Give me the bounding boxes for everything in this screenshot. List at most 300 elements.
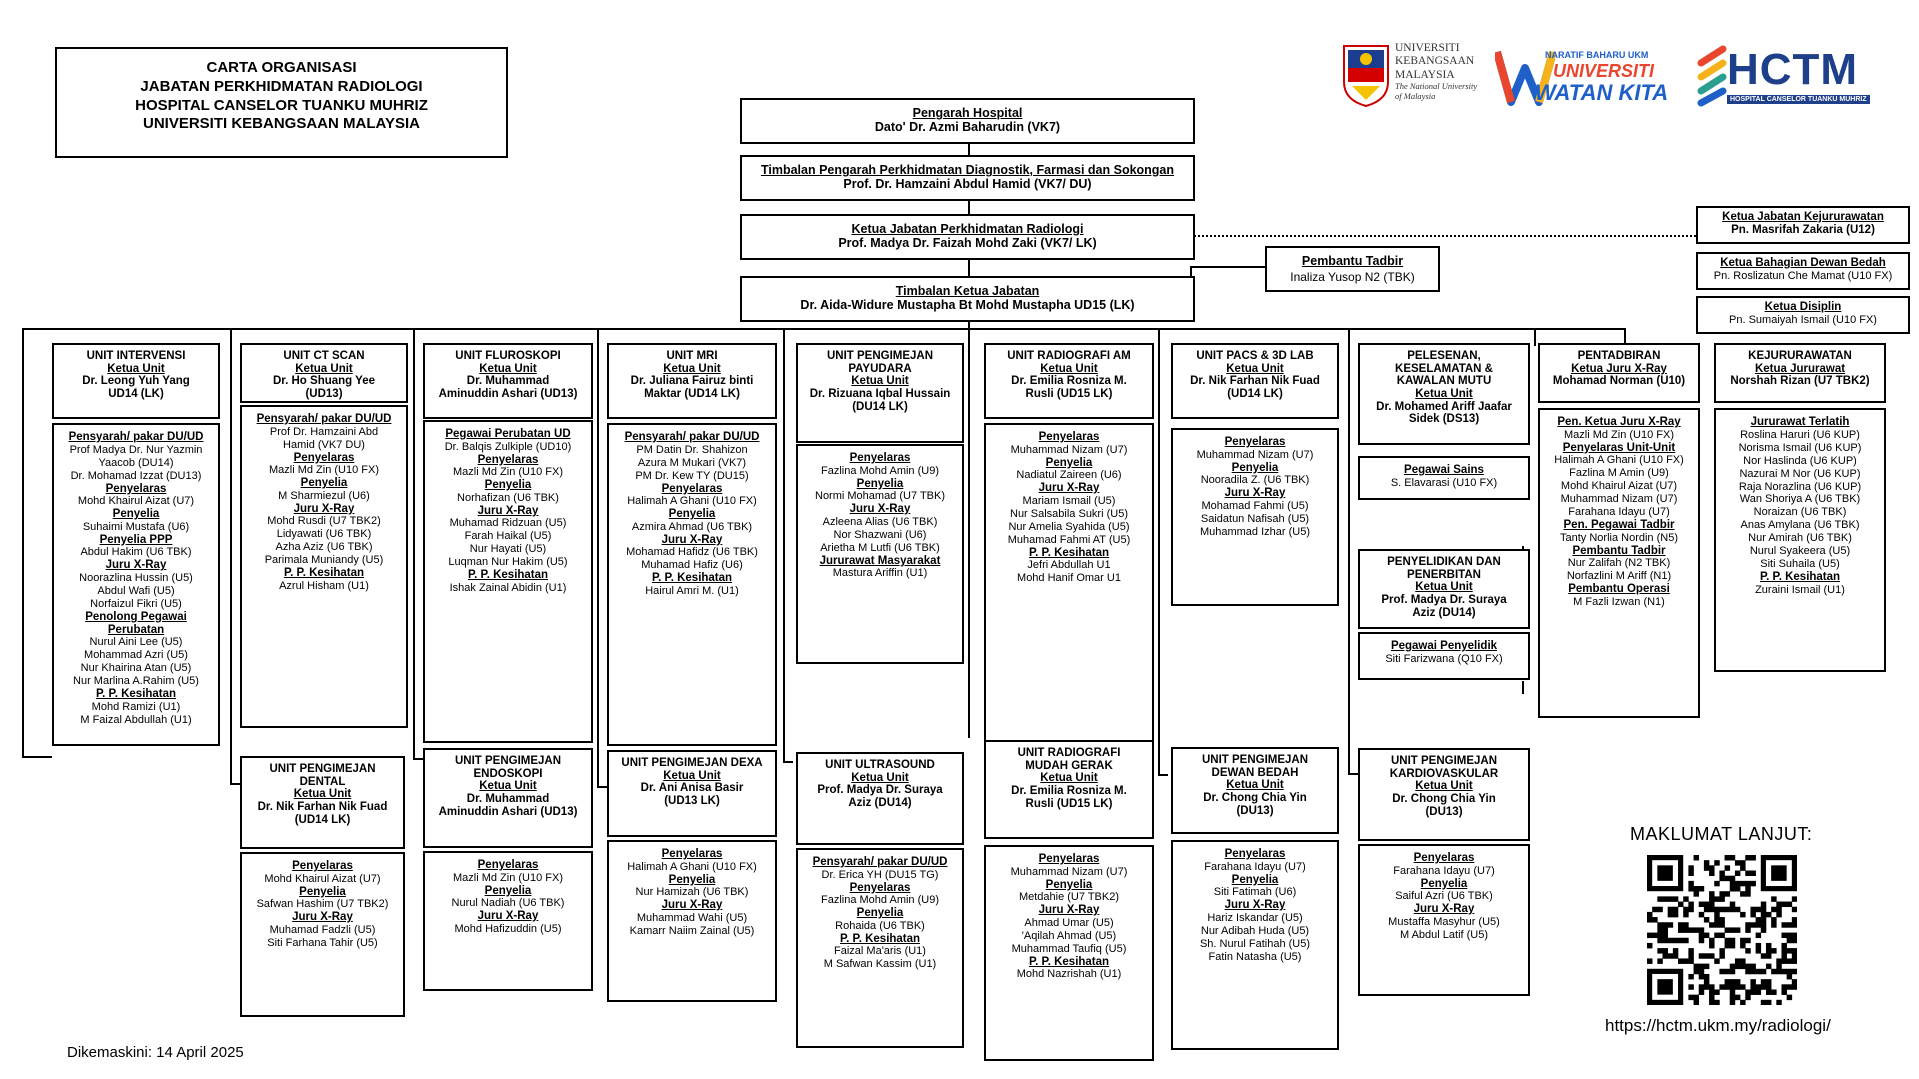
staff-group-heading: Penyelia — [112, 508, 160, 521]
staff-member: Mohammad Azri (U5) — [84, 649, 188, 662]
staff-group-heading: Juru X-Ray — [849, 503, 911, 516]
staff-member: Halimah A Ghani (U10 FX) — [627, 495, 757, 508]
unit-name: UNIT MRI — [666, 350, 718, 362]
ukm-logo-line-2: KEBANGSAAN — [1395, 55, 1475, 68]
staff-member: Muhammad Taufiq (U5) — [1011, 942, 1127, 955]
pembantu-tadbir-name: Inaliza Yusop N2 (TBK) — [1290, 270, 1415, 284]
nursing-box-2 — [1696, 252, 1910, 290]
unit-head-name: Prof. Madya Dr. Suraya Aziz (DU14) — [1381, 593, 1507, 619]
timbalan-pengarah-box — [740, 155, 1195, 201]
staff-member: Tanty Norlia Nordin (N5) — [1560, 531, 1678, 544]
staff-group — [798, 452, 962, 478]
staff-member: M Faizal Abdullah (U1) — [80, 713, 192, 726]
unit-head-title: Ketua Unit — [851, 771, 909, 784]
staff-member: Hariz Iskandar (U5) — [1207, 911, 1303, 924]
staff-group — [1540, 545, 1698, 584]
unit-staff-3 — [607, 423, 777, 746]
staff-group — [798, 933, 962, 972]
staff-member: Nurul Syakeera (U5) — [1749, 545, 1851, 558]
unit-head-title: Ketua Unit — [479, 780, 537, 793]
staff-group-heading: Jururawat Terlatih — [1750, 416, 1850, 428]
unit-staff-14 — [984, 845, 1154, 1061]
staff-member: Nooradila Z. (U6 TBK) — [1200, 474, 1310, 487]
staff-group — [242, 477, 406, 503]
staff-group — [1360, 852, 1528, 878]
staff-group-heading: Juru X-Ray — [292, 911, 353, 924]
staff-member: Luqman Nur Hakim (U5) — [448, 556, 568, 569]
staff-group — [1360, 464, 1528, 490]
staff-member: Farahana Idayu (U7) — [1568, 506, 1670, 519]
timbalan-ketua-title: Timbalan Ketua Jabatan — [895, 284, 1040, 298]
staff-member: Farah Haikal (U5) — [464, 530, 552, 543]
staff-group-heading: Penyelia — [484, 884, 532, 897]
staff-group — [609, 899, 775, 938]
staff-group — [1360, 903, 1528, 942]
staff-member: Hairul Amri M. (U1) — [645, 584, 739, 597]
staff-member: Nur Hayati (U5) — [469, 543, 547, 556]
staff-group — [609, 508, 775, 534]
unit-name: UNIT RADIOGRAFI MUDAH GERAK — [1017, 747, 1121, 772]
unit-name: UNIT INTERVENSI — [86, 350, 186, 362]
pengarah-name: Dato' Dr. Azmi Baharudin (VK7) — [874, 120, 1061, 134]
unit-staff-12 — [607, 840, 777, 1002]
unit-name: UNIT PENGIMEJAN PAYUDARA — [826, 350, 934, 375]
staff-group — [1173, 436, 1337, 462]
unit-header-13 — [796, 752, 964, 845]
unit-header-16 — [1358, 748, 1530, 841]
nursing-box-1 — [1696, 206, 1910, 244]
staff-group-heading: Penyelia — [299, 885, 346, 898]
staff-member: Mazli Md Zin (U10 FX) — [452, 871, 564, 884]
staff-member: PM Datin Dr. Shahizon — [636, 443, 748, 456]
unit-head-name: Dr. Ani Anisa Basir (UD13 LK) — [640, 782, 744, 807]
staff-member: Mohd Hafizuddin (U5) — [454, 922, 562, 935]
ukm-logo-line-5: of Malaysia — [1395, 90, 1436, 101]
staff-group — [54, 534, 218, 560]
staff-group-heading: Penyelaras — [1038, 431, 1100, 443]
staff-group-heading: Juru X-Ray — [477, 504, 539, 517]
hctm-subtitle: HOSPITAL CANSELOR TUANKU MUHRIZ — [1727, 95, 1870, 104]
staff-group-heading: Pegawai Sains — [1404, 464, 1484, 476]
unit-staff-5 — [984, 423, 1154, 753]
timbalan-ketua-box — [740, 276, 1195, 322]
info-url: https://hctm.ukm.my/radiologi/ — [1605, 1016, 1831, 1035]
unit-header-12 — [607, 750, 777, 837]
info-heading: MAKLUMAT LANJUT: — [1630, 824, 1813, 844]
watan-mid-text: UNIVERSITI — [1553, 61, 1655, 81]
staff-member: Mohd Khairul Aizat (U7) — [1560, 480, 1678, 493]
staff-member: Nur Zalifah (N2 TBK) — [1567, 557, 1671, 570]
staff-member: M Abdul Latif (U5) — [1399, 928, 1489, 941]
staff-group — [1716, 571, 1884, 597]
unit-name: PENTADBIRAN — [1577, 350, 1661, 362]
title-line-1: CARTA ORGANISASI — [206, 59, 357, 76]
staff-member: Muhamad Fadzli (U5) — [269, 923, 376, 936]
watan-top-text: NARATIF BAHARU UKM — [1545, 50, 1649, 60]
staff-group — [986, 547, 1152, 586]
staff-member: Norisma Ismail (U6 KUP) — [1738, 441, 1862, 454]
unit-name: UNIT FLUROSKOPI — [455, 350, 561, 362]
unit-head-title: Ketua Unit — [851, 375, 909, 388]
staff-member: Metdahie (U7 TBK2) — [1018, 891, 1120, 904]
staff-member: Muhammad Nizam (U7) — [1010, 865, 1128, 878]
staff-member: Abdul Wafi (U5) — [97, 584, 175, 597]
unit-staff-11 — [423, 851, 593, 991]
staff-member: Kamarr Naiim Zainal (U5) — [629, 924, 755, 937]
staff-member: Dr. Mohamad Izzat (DU13) — [70, 469, 202, 482]
unit-head-title: Ketua Unit — [1040, 362, 1098, 375]
staff-member: Roslina Haruri (U6 KUP) — [1740, 428, 1860, 441]
staff-group-heading: Jururawat Masyarakat — [819, 554, 941, 567]
staff-member: Zuraini Ismail (U1) — [1755, 583, 1845, 596]
staff-group-heading: Penyelaras — [477, 453, 539, 466]
staff-member: Nor Haslinda (U6 KUP) — [1743, 454, 1857, 467]
staff-group — [54, 508, 218, 534]
staff-member: Fazlina Mohd Amin (U9) — [821, 464, 939, 477]
unit-staff-1 — [240, 405, 408, 728]
chart-title-box — [55, 47, 508, 158]
staff-member: Wan Shoriya A (U6 TBK) — [1739, 493, 1861, 506]
unit-header-5 — [984, 343, 1154, 419]
staff-member: Halimah A Ghani (U10 FX) — [627, 860, 757, 873]
staff-member: Yaacob (DU14) — [98, 456, 174, 469]
staff-group — [986, 457, 1152, 483]
staff-member: M Safwan Kassim (U1) — [823, 958, 937, 971]
staff-group-heading: Penyelia — [1231, 461, 1279, 474]
staff-member: Ahmad Umar (U5) — [1024, 916, 1114, 929]
staff-group — [609, 572, 775, 598]
staff-member: Mariam Ismail (U5) — [1022, 494, 1116, 507]
staff-member: Noraizan (U6 TBK) — [1753, 506, 1847, 519]
staff-group — [1173, 487, 1337, 539]
staff-group — [609, 874, 775, 900]
unit-head-name: Norshah Rizan (U7 TBK2) — [1730, 375, 1870, 388]
unit-head-title: Ketua Unit — [107, 362, 165, 375]
staff-member: Nazurai M Nor (U6 KUP) — [1739, 467, 1861, 480]
staff-group — [425, 910, 591, 936]
staff-group-heading: Penyelaras — [477, 859, 539, 871]
staff-member: Mustaffa Masyhur (U5) — [1388, 915, 1500, 928]
staff-group-heading: Penyelaras — [661, 482, 723, 495]
staff-member: Saidatun Nafisah (U5) — [1200, 512, 1310, 525]
timbalan-pengarah-name: Prof. Dr. Hamzaini Abdul Hamid (VK7/ DU) — [843, 177, 1092, 191]
unit-staff-7 — [1358, 456, 1530, 500]
staff-group-heading: Penyelaras — [292, 860, 353, 872]
staff-member: Muhamad Hafiz (U6) — [641, 559, 743, 572]
staff-group — [425, 479, 591, 505]
staff-member: Siti Farizwana (Q10 FX) — [1385, 652, 1503, 665]
ukm-logo-line-1: UNIVERSITI — [1395, 42, 1460, 54]
staff-member: Siti Suhaila (U5) — [1760, 558, 1840, 571]
staff-group-heading: Penyelaras — [849, 881, 911, 894]
staff-member: Azmira Ahmad (U6 TBK) — [631, 520, 753, 533]
watan-kita-logo — [1495, 48, 1675, 108]
staff-group — [425, 859, 591, 885]
staff-member: Nur Amirah (U6 TBK) — [1748, 532, 1852, 545]
staff-group-heading: Pensyarah/ pakar DU/UD — [256, 413, 392, 425]
title-line-4: UNIVERSITI KEBANGSAAN MALAYSIA — [143, 115, 420, 133]
staff-member: Nur Adibah Huda (U5) — [1200, 924, 1310, 937]
unit-head-name: Dr. Rizuana Iqbal Hussain (DU14 LK) — [809, 387, 951, 413]
unit-head-title: Ketua Unit — [295, 362, 353, 375]
unit-staff-9 — [1714, 408, 1886, 672]
staff-group-heading: Penyelia — [856, 907, 904, 920]
staff-member: Rohaida (U6 TBK) — [835, 919, 925, 932]
staff-group — [54, 431, 218, 483]
staff-group-heading: P. P. Kesihatan — [467, 569, 549, 582]
staff-group-heading: Pegawai Perubatan UD — [445, 428, 571, 440]
staff-member: Farahana Idayu (U7) — [1393, 864, 1495, 877]
staff-group-heading: Juru X-Ray — [1038, 904, 1100, 917]
staff-group-heading: P. P. Kesihatan — [283, 567, 365, 580]
staff-member: Mohamad Hafidz (U6 TBK) — [626, 546, 758, 559]
staff-member: Norfaizul Fikri (U5) — [90, 597, 182, 610]
staff-group — [798, 503, 962, 555]
staff-member: Fazlina Mohd Amin (U9) — [821, 894, 939, 907]
staff-group-heading: P. P. Kesihatan — [1759, 571, 1841, 584]
unit-header-7 — [1358, 343, 1530, 445]
staff-member: Fazlina M Amin (U9) — [1569, 467, 1669, 480]
staff-group-heading: Juru X-Ray — [1224, 899, 1286, 912]
staff-group — [986, 956, 1152, 982]
unit-header-11 — [423, 748, 593, 848]
staff-member: Muhammad Nizam (U7) — [1010, 443, 1128, 456]
staff-group — [1716, 416, 1884, 571]
staff-group — [1360, 878, 1528, 904]
unit-header-9 — [1714, 343, 1886, 403]
title-line-2: JABATAN PERKHIDMATAN RADIOLOGI — [140, 77, 423, 95]
staff-member: Norhafizan (U6 TBK) — [457, 491, 559, 504]
staff-group-heading: Juru X-Ray — [477, 910, 539, 923]
nursing-1-name: Pn. Masrifah Zakaria (U12) — [1731, 223, 1875, 236]
staff-group-heading: Pembantu Operasi — [1568, 583, 1670, 596]
staff-group-heading: Pegawai Penyelidik — [1390, 640, 1498, 652]
staff-group — [1173, 848, 1337, 874]
unit-head-name: Prof. Madya Dr. Suraya Aziz (DU14) — [817, 784, 943, 809]
staff-member: Siti Farhana Tahir (U5) — [267, 936, 378, 949]
staff-group — [609, 848, 775, 874]
staff-member: Nor Shazwani (U6) — [833, 528, 927, 541]
unit-name: PENYELIDIKAN DAN PENERBITAN — [1387, 556, 1501, 581]
staff-group — [986, 431, 1152, 457]
unit-head-name: Dr. Juliana Fairuz binti Maktar (UD14 LK) — [630, 375, 754, 400]
staff-group-heading: Penyelia — [668, 508, 716, 521]
pembantu-tadbir-title: Pembantu Tadbir — [1301, 254, 1404, 268]
staff-group — [986, 482, 1152, 547]
staff-group-heading: Penyelia — [1420, 877, 1468, 890]
staff-group — [242, 413, 406, 452]
unit-name: UNIT ULTRASOUND — [825, 759, 935, 771]
unit-head-title: Ketua Unit — [1226, 779, 1284, 792]
staff-group-heading: Pembantu Tadbir — [1572, 544, 1666, 557]
unit-name: UNIT PENGIMEJAN ENDOSKOPI — [454, 755, 562, 780]
staff-group — [54, 559, 218, 611]
nursing-2-title: Ketua Bahagian Dewan Bedah — [1720, 257, 1886, 269]
staff-member: Dr. Erica YH (DU15 TG) — [821, 868, 939, 881]
staff-group — [1540, 519, 1698, 545]
staff-member: Saiful Azri (U6 TBK) — [1395, 890, 1493, 903]
unit-head-name: Dr. Chong Chia Yin (DU13) — [1392, 792, 1496, 818]
timbalan-ketua-name: Dr. Aida-Widure Mustapha Bt Mohd Mustapha UD15 (LK) — [800, 298, 1135, 312]
unit-header-10 — [240, 756, 405, 849]
staff-group-heading: Pensyarah/ pakar DU/UD — [624, 431, 760, 443]
staff-group-heading: Penyelaras — [661, 848, 723, 860]
ukm-logo-line-3: MALAYSIA — [1395, 68, 1455, 81]
ketua-jabatan-title: Ketua Jabatan Perkhidmatan Radiologi — [851, 222, 1084, 236]
nursing-2-name: Pn. Roslizatun Che Mamat (U10 FX) — [1713, 269, 1893, 282]
watan-bottom-text: WATAN KITA — [1535, 80, 1669, 105]
staff-member: Prof Madya Dr. Nur Yazmin — [69, 443, 203, 456]
unit-name: KEJURURAWATAN — [1748, 350, 1852, 362]
staff-group — [609, 431, 775, 483]
unit-head-name: Dr. Nik Farhan Nik Fuad (UD14 LK) — [1190, 375, 1320, 400]
staff-group — [425, 505, 591, 570]
staff-group-heading: P. P. Kesihatan — [1028, 955, 1110, 968]
staff-group-heading: Penyelaras — [1224, 848, 1286, 860]
staff-member: Anas Amylana (U6 TBK) — [1740, 519, 1860, 532]
unit-head-name: Dr. Leong Yuh Yang UD14 (LK) — [82, 375, 190, 400]
unit-header-4 — [796, 343, 964, 443]
staff-group-heading: Penyelia — [300, 477, 348, 490]
unit-head-name: Dr. Muhammad Aminuddin Ashari (UD13) — [438, 375, 578, 400]
staff-group — [425, 454, 591, 480]
staff-group — [242, 886, 403, 912]
staff-member: Mohd Nazrishah (U1) — [1016, 968, 1122, 981]
staff-member: Hamid (VK7 DU) — [283, 438, 365, 451]
staff-member: Abdul Hakim (U6 TBK) — [80, 546, 192, 559]
staff-group — [242, 567, 406, 593]
unit-name: UNIT CT SCAN — [283, 350, 365, 362]
staff-member: Muhamad Fahmi AT (U5) — [1007, 533, 1131, 546]
staff-member: M Sharmiezul (U6) — [278, 489, 370, 502]
nursing-3-title: Ketua Disiplin — [1764, 301, 1842, 313]
staff-member: Nurul Aini Lee (U5) — [89, 636, 183, 649]
unit-head-title: Ketua Unit — [1415, 581, 1473, 594]
staff-member: Mastura Ariffin (U1) — [832, 567, 928, 580]
staff-member: Mohd Hanif Omar U1 — [1017, 572, 1121, 585]
staff-member: Mohamad Fahmi (U5) — [1201, 499, 1309, 512]
nursing-1-title: Ketua Jabatan Kejururawatan — [1722, 211, 1884, 223]
qr-code-icon — [1647, 855, 1797, 1005]
unit-name: UNIT RADIOGRAFI AM — [1007, 350, 1131, 362]
unit-head-title: Ketua Unit — [663, 362, 721, 375]
nursing-3-name: Pn. Sumaiyah Ismail (U10 FX) — [1729, 313, 1877, 326]
unit-name: UNIT PENGIMEJAN DENTAL — [269, 763, 376, 788]
staff-member: Suhaimi Mustafa (U6) — [82, 520, 190, 533]
staff-member: Mohd Khairul Aizat (U7) — [264, 872, 381, 885]
staff-group — [242, 911, 403, 950]
staff-group-heading: Juru X-Ray — [105, 559, 167, 572]
staff-member: Siti Fatimah (U6) — [1213, 886, 1297, 899]
staff-group — [986, 853, 1152, 879]
unit-staff-research — [1358, 632, 1530, 680]
staff-member: Normi Mohamad (U7 TBK) — [815, 490, 945, 503]
ukm-logo-line-4: The National University — [1395, 80, 1478, 91]
unit-head-title: Ketua Juru X-Ray — [1571, 362, 1667, 375]
staff-member: Mazli Md Zin (U10 FX) — [268, 464, 380, 477]
staff-group-heading: Penyelia — [1231, 873, 1279, 886]
unit-name: UNIT PENGIMEJAN DEXA — [621, 757, 763, 769]
staff-group — [54, 611, 218, 688]
staff-group — [986, 879, 1152, 905]
staff-group — [1540, 583, 1698, 609]
unit-header-research — [1358, 549, 1530, 629]
staff-group-heading: P. P. Kesihatan — [839, 932, 921, 945]
staff-group-heading: Penyelia — [1045, 456, 1093, 469]
hctm-mark-icon — [1693, 45, 1729, 107]
staff-member: Azura M Mukari (VK7) — [637, 456, 747, 469]
timbalan-pengarah-title: Timbalan Pengarah Perkhidmatan Diagnostik, Farmasi dan Sokongan — [760, 163, 1175, 177]
staff-member: Jefri Abdullah U1 — [1027, 559, 1111, 572]
staff-group — [986, 904, 1152, 956]
staff-member: Faizal Ma'aris (U1) — [834, 945, 926, 958]
unit-staff-13 — [796, 848, 964, 1048]
staff-group — [425, 885, 591, 911]
staff-group-heading: Juru X-Ray — [661, 533, 723, 546]
staff-group — [798, 882, 962, 908]
unit-header-1 — [240, 343, 408, 403]
unit-head-title: Ketua Unit — [479, 362, 537, 375]
unit-header-8 — [1538, 343, 1700, 403]
unit-head-title: Ketua Unit — [1226, 362, 1284, 375]
staff-member: Muhammad Nizam (U7) — [1560, 493, 1678, 506]
staff-group-heading: P. P. Kesihatan — [95, 688, 177, 701]
staff-member: M Fazli Izwan (N1) — [1573, 595, 1665, 608]
staff-member: Noorazlina Hussin (U5) — [79, 572, 193, 585]
staff-group-heading: Pensyarah/ pakar DU/UD — [68, 431, 204, 443]
unit-head-title: Ketua Unit — [1415, 780, 1473, 793]
unit-head-name: Dr. Mohamed Ariff Jaafar Sidek (DS13) — [1376, 400, 1512, 426]
unit-head-name: Dr. Nik Farhan Nik Fuad (UD14 LK) — [257, 800, 388, 826]
staff-group — [798, 478, 962, 504]
nursing-box-3 — [1696, 296, 1910, 334]
staff-group — [1360, 640, 1528, 666]
staff-member: Lidyawati (U6 TBK) — [276, 528, 372, 541]
staff-group — [242, 452, 406, 478]
staff-group-heading: Penolong Pegawai Perubatan — [85, 610, 187, 636]
staff-group — [425, 569, 591, 595]
unit-name: UNIT PENGIMEJAN DEWAN BEDAH — [1201, 754, 1309, 779]
unit-staff-8 — [1538, 408, 1700, 718]
unit-head-title: Ketua Unit — [1415, 387, 1473, 400]
unit-head-name: Mohamad Norman (U10) — [1552, 375, 1686, 388]
unit-head-title: Ketua Unit — [663, 769, 721, 782]
unit-head-title: Ketua Jururawat — [1754, 362, 1846, 375]
staff-member: Muhammad Wahi (U5) — [636, 911, 748, 924]
staff-member: Norfazlini M Ariff (N1) — [1566, 570, 1672, 583]
staff-member: Nur Salsabila Sukri (U5) — [1010, 507, 1128, 520]
staff-member: Azha Aziz (U6 TBK) — [275, 541, 373, 554]
staff-group — [242, 503, 406, 568]
staff-member: Mazli Md Zin (U10 FX) — [452, 466, 564, 479]
staff-member: Mazli Md Zin (U10 FX) — [1563, 428, 1675, 441]
staff-member: S. Elavarasi (U10 FX) — [1390, 476, 1498, 489]
staff-group-heading: Penyelaras — [849, 452, 911, 464]
staff-group-heading: Penyelia — [856, 477, 904, 490]
unit-staff-15 — [1171, 840, 1339, 1050]
staff-member: Nadiatul Zaireen (U6) — [1016, 469, 1122, 482]
staff-member: Parimala Muniandy (U5) — [264, 554, 384, 567]
staff-member: Nur Marlina A.Rahim (U5) — [73, 675, 199, 688]
staff-group — [1173, 462, 1337, 488]
unit-head-name: Dr. Ho Shuang Yee (UD13) — [272, 375, 376, 400]
staff-group-heading: Juru X-Ray — [293, 502, 355, 515]
ukm-logo — [1340, 42, 1488, 114]
staff-group-heading: Juru X-Ray — [661, 899, 723, 912]
unit-name: PELESENAN, KESELAMATAN & KAWALAN MUTU — [1395, 350, 1493, 388]
staff-group-heading: Penyelaras — [1224, 436, 1286, 448]
staff-member: Dr. Balqis Zulkiple (UD10) — [444, 440, 572, 453]
